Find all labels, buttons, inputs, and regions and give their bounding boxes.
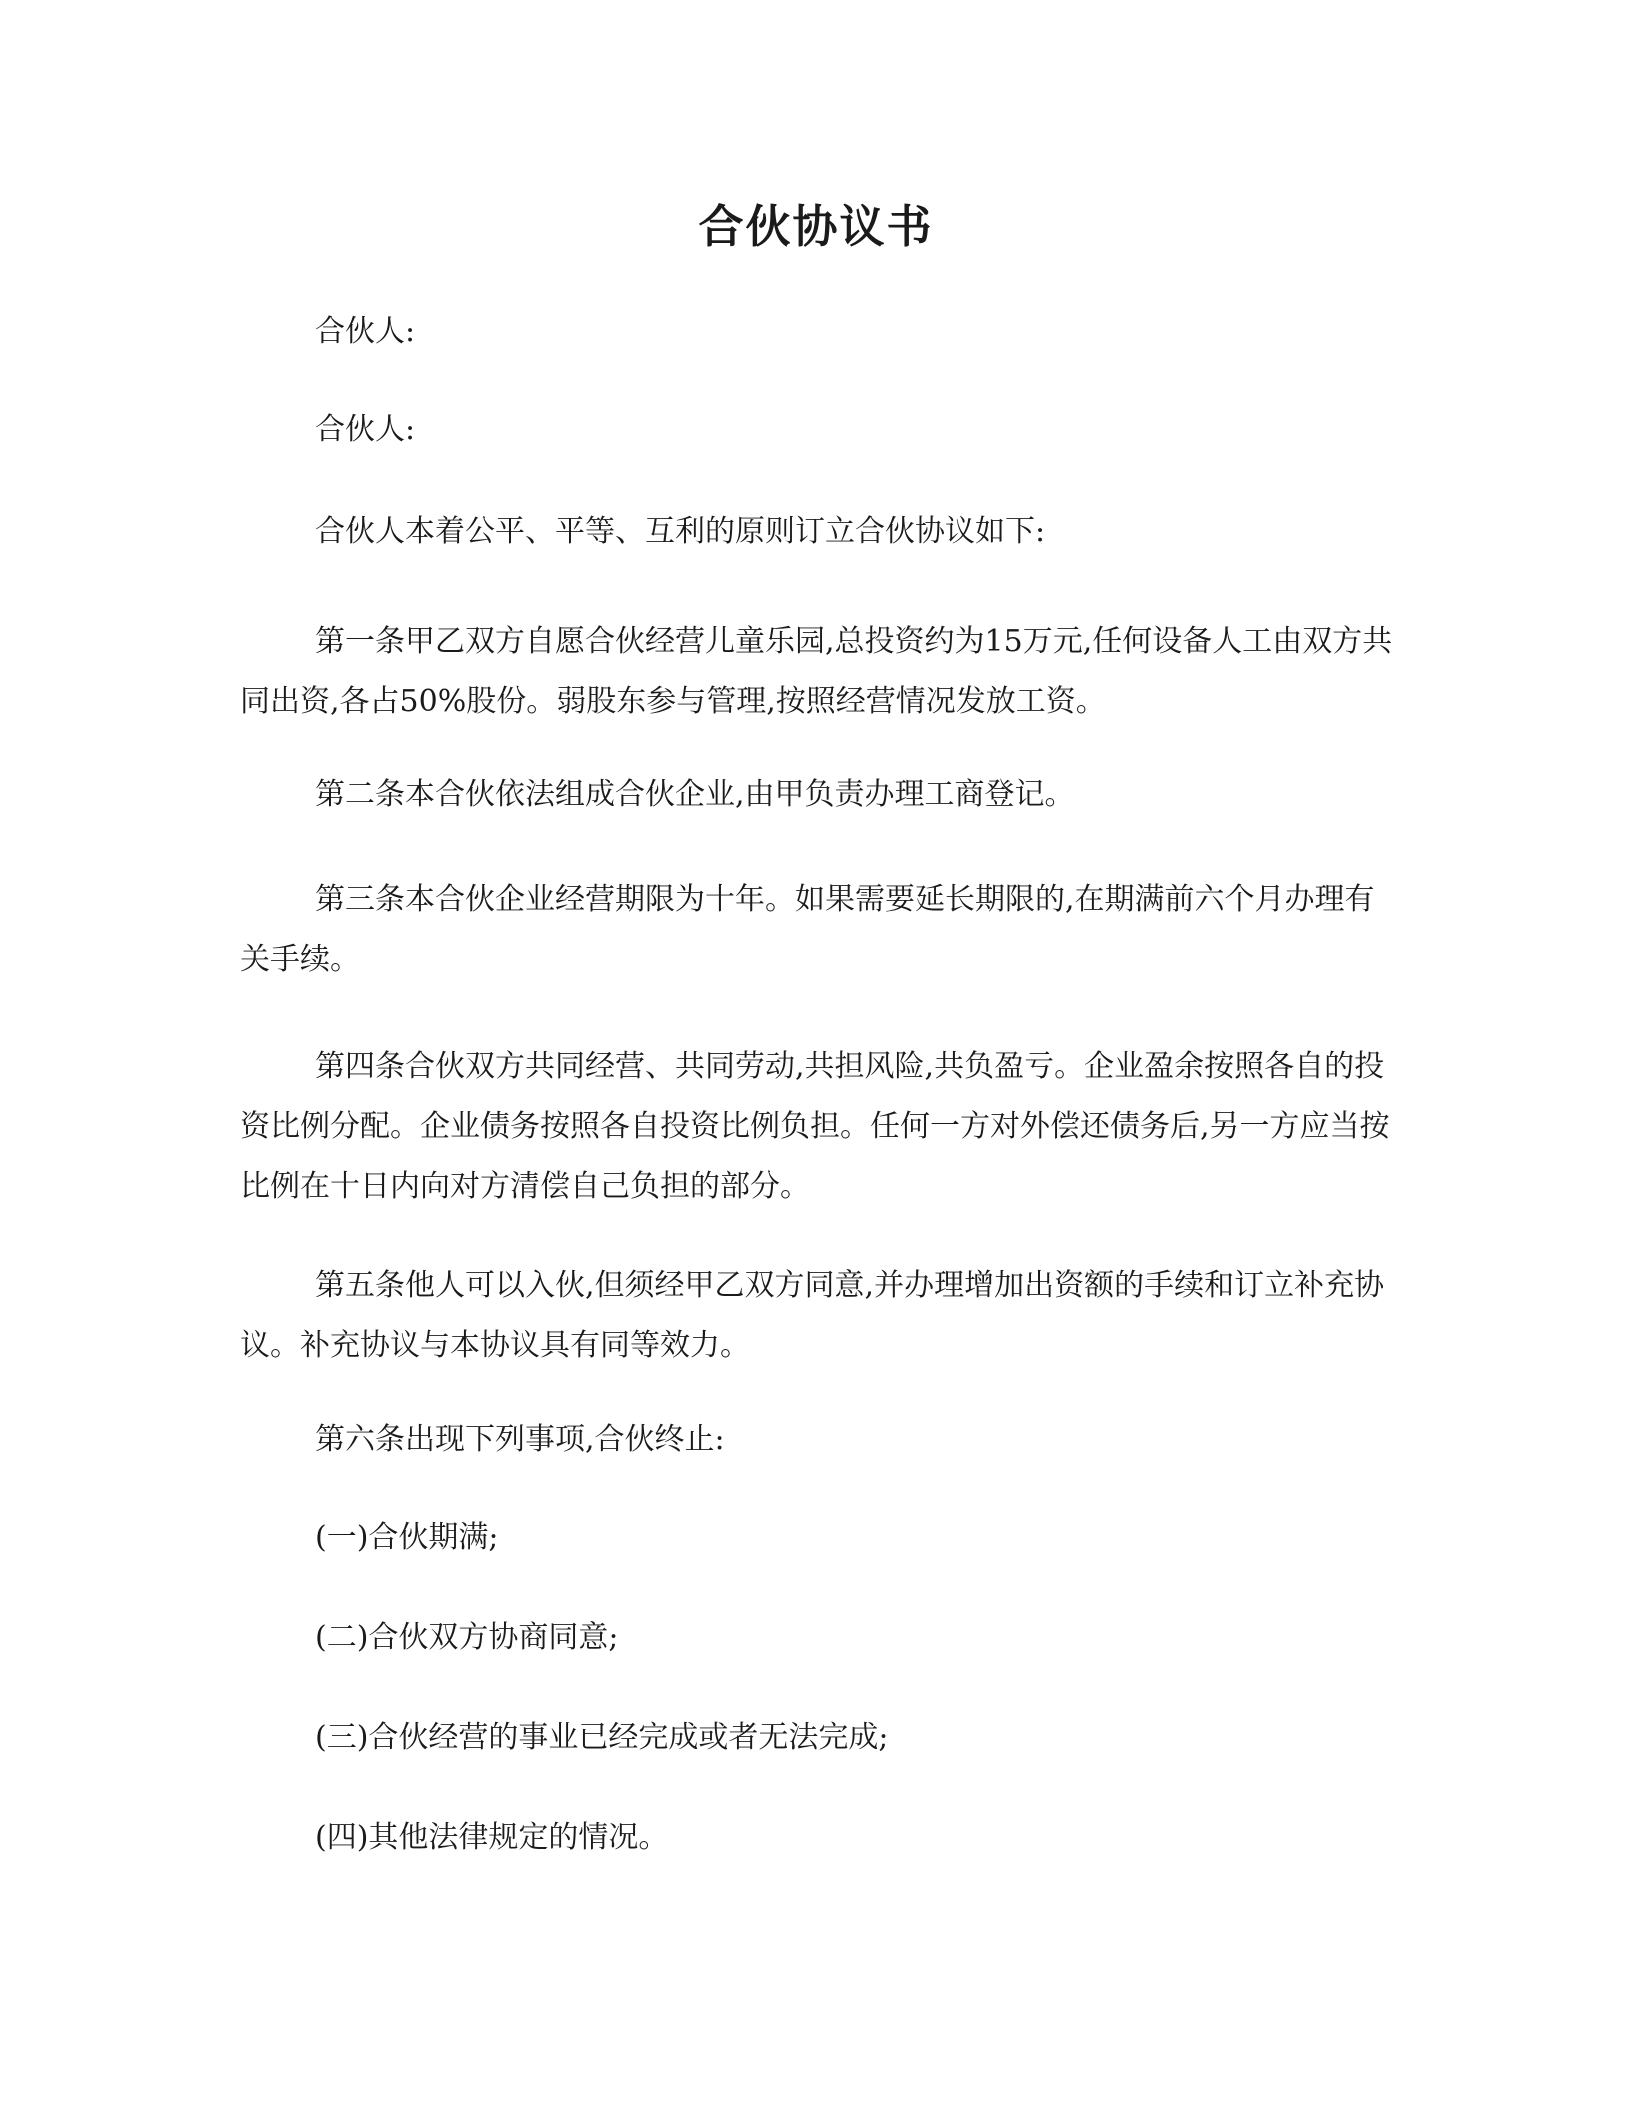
article-6-item-4: (四)其他法律规定的情况。 bbox=[315, 1820, 669, 1855]
article-6: 第六条出现下列事项,合伙终止: bbox=[315, 1422, 725, 1457]
article-5: 第五条他人可以入伙,但须经甲乙双方同意,并办理增加出资额的手续和订立补充协议。补充协议与本协议具有同等效力。 bbox=[240, 1268, 1385, 1363]
article-4: 第四条合伙双方共同经营、共同劳动,共担风险,共负盈亏。企业盈余按照各自的投资比例分配。企业债务按照各自投资比例负担。任何一方对外偿还债务后,另一方应当按比例在十日内向对方清偿自己负担的部分。 bbox=[240, 1049, 1390, 1204]
article-6-item-3: (三)合伙经营的事业已经完成或者无法完成; bbox=[315, 1720, 889, 1755]
preamble: 合伙人本着公平、平等、互利的原则订立合伙协议如下: bbox=[315, 514, 1046, 549]
article-2: 第二条本合伙依法组成合伙企业,由甲负责办理工商登记。 bbox=[315, 777, 1075, 812]
article-6-item-1: (一)合伙期满; bbox=[315, 1520, 499, 1555]
document-title: 合伙协议书 bbox=[698, 200, 934, 253]
partner-line-2: 合伙人: bbox=[315, 412, 416, 447]
article-6-item-2: (二)合伙双方协商同意; bbox=[315, 1620, 619, 1655]
article-1: 第一条甲乙双方自愿合伙经营儿童乐园,总投资约为15万元,任何设备人工由双方共同出资,各占50%股份。弱股东参与管理,按照经营情况发放工资。 bbox=[240, 624, 1393, 719]
partner-line-1: 合伙人: bbox=[315, 314, 416, 349]
article-3: 第三条本合伙企业经营期限为十年。如果需要延长期限的,在期满前六个月办理有关手续。 bbox=[240, 882, 1375, 977]
